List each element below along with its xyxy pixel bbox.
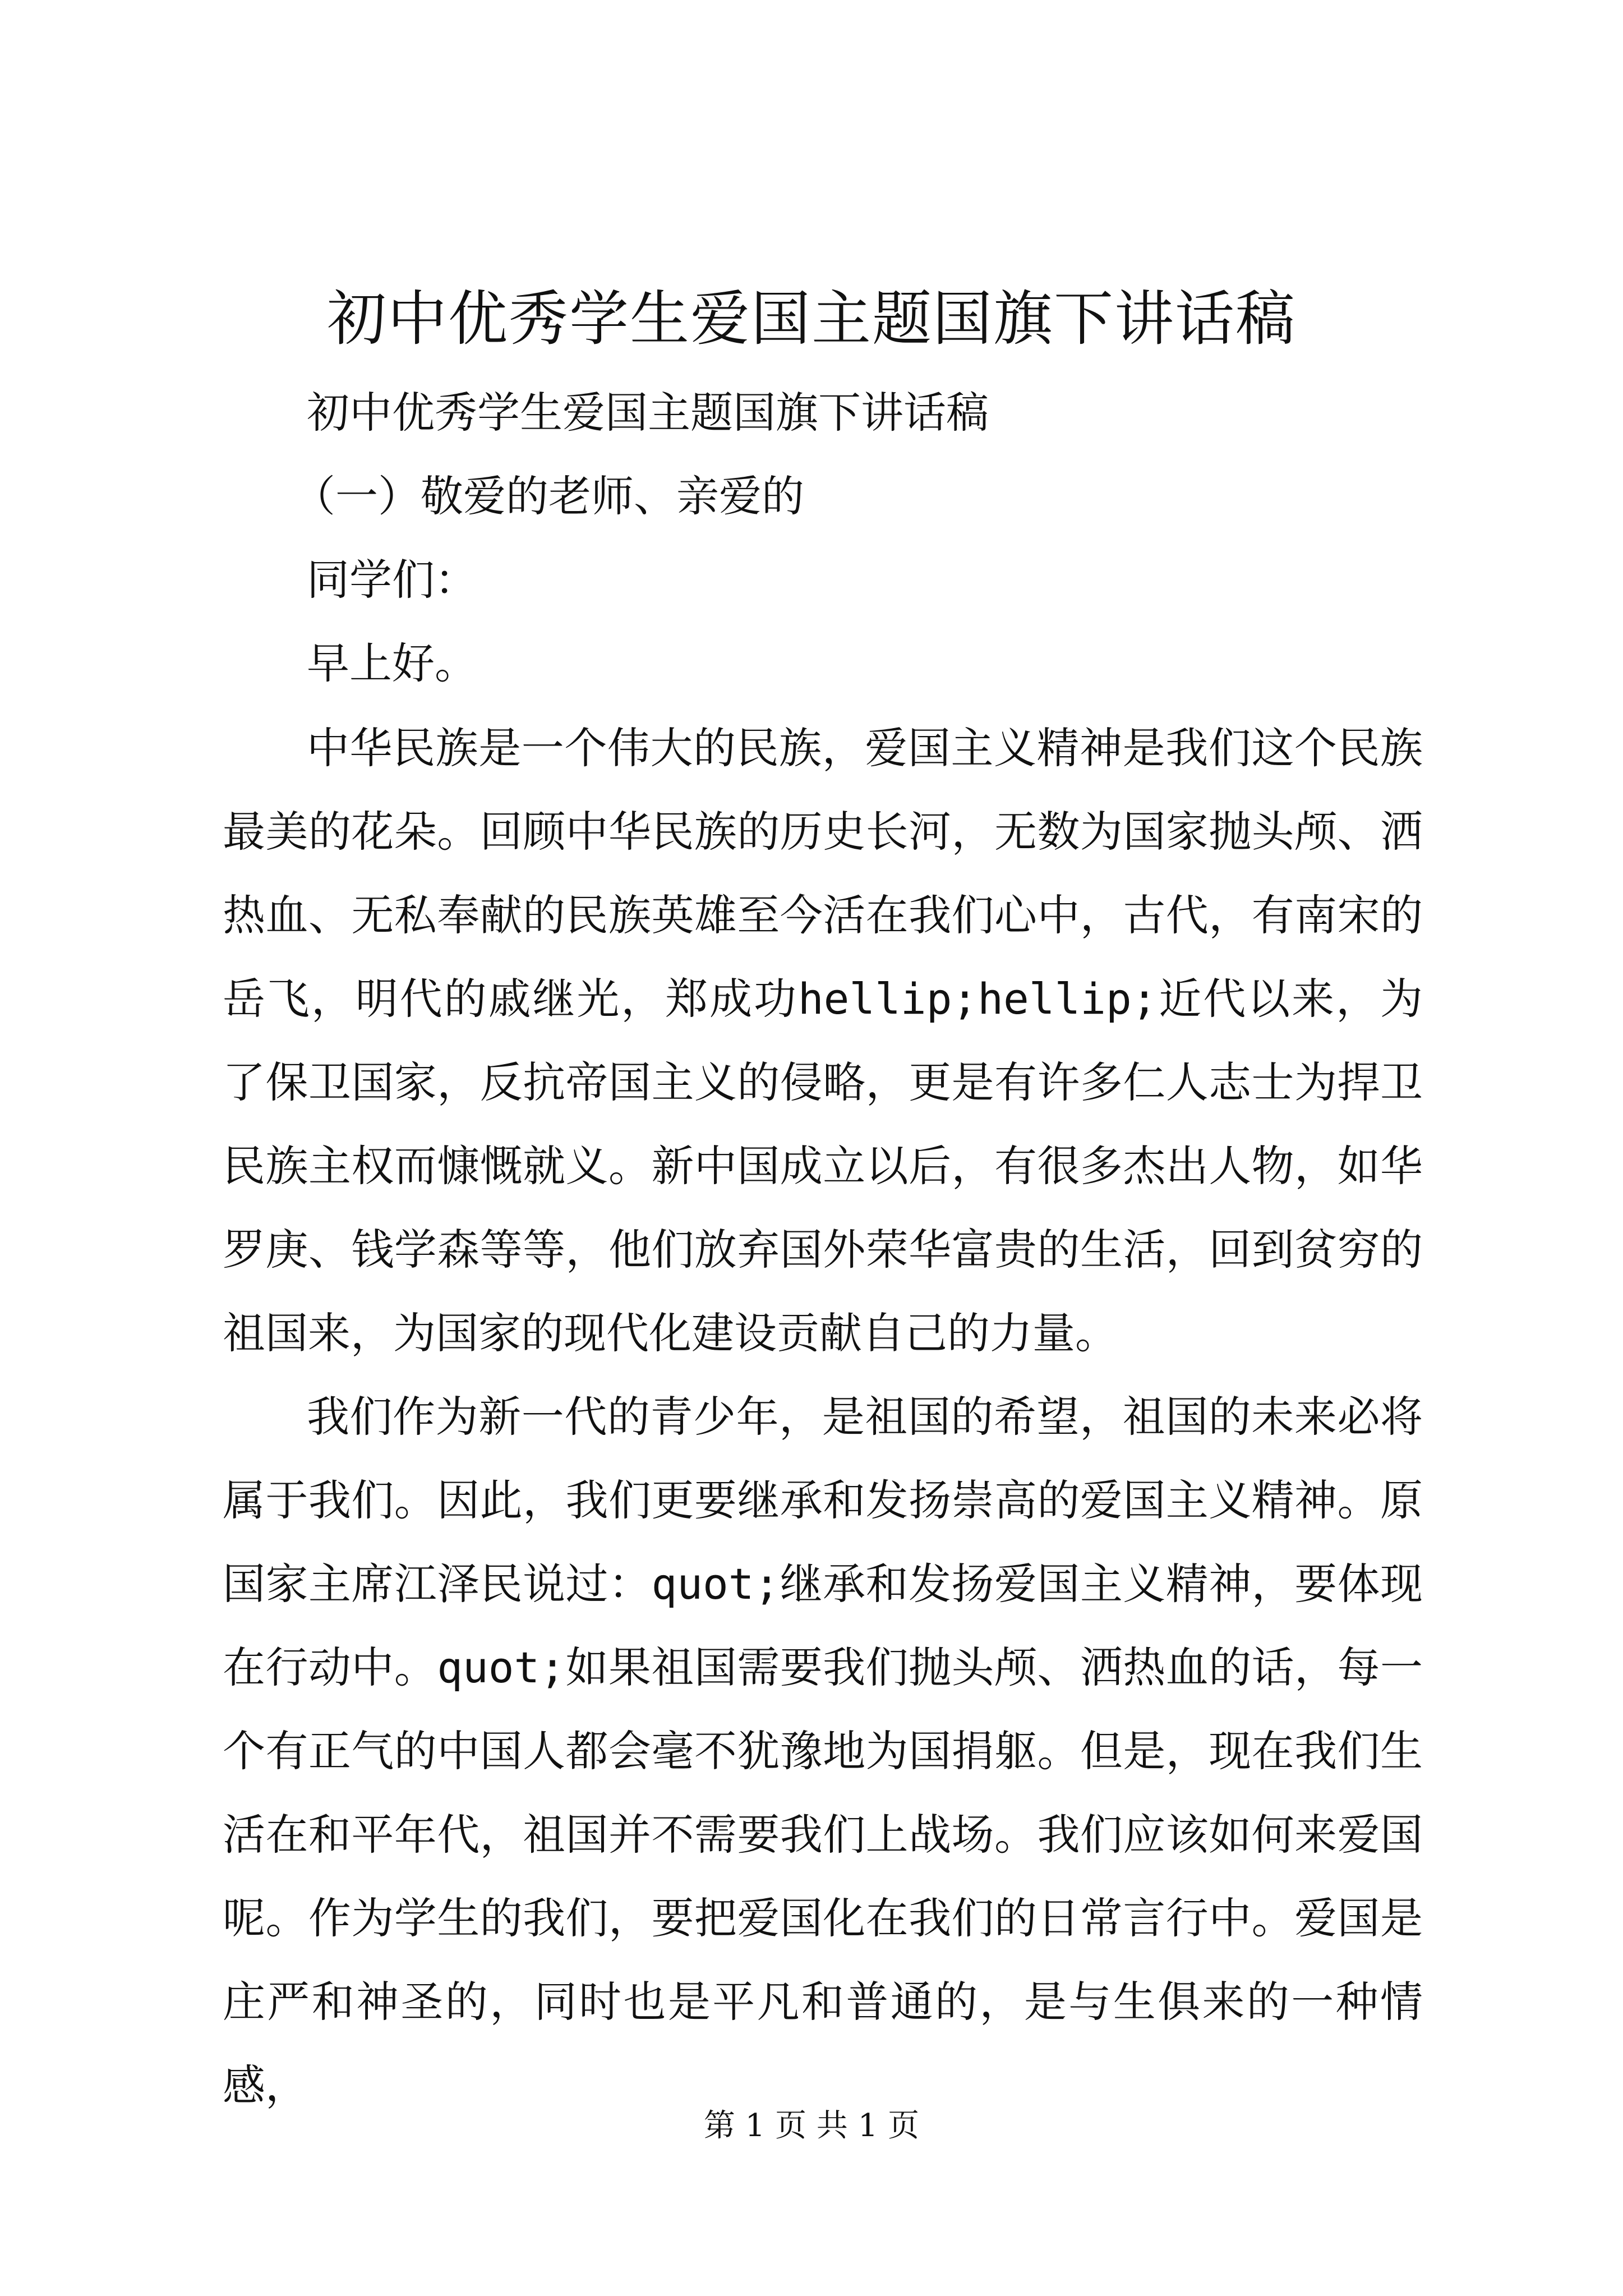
document-subtitle: 初中优秀学生爱国主题国旗下讲话稿	[307, 388, 989, 438]
document-title: 初中优秀学生爱国主题国旗下讲话稿	[327, 284, 1296, 353]
page-footer: 第 1 页 共 1 页	[703, 2108, 920, 2144]
salutation: 同学们：	[307, 555, 477, 605]
section-heading: （一）敬爱的老师、亲爱的	[293, 471, 804, 521]
body-paragraph: 中华民族是一个伟大的民族，爱国主义精神是我们这个民族最美的花朵。回顾中华民族的历史长河，无数为国家抛头颅、洒热血、无私奉献的民族英雄至今活在我们心中，古代，有南宋的岳飞，明代的戚继光，郑成功hellip;hellip;近代以来，为了保卫国家，反抗帝国主义的侵略，更是有许多仁人志士为捍卫民族主权而慷慨就义。新中国成立以后，有很多杰出人物，如华罗庚、钱学森等等，他们放弃国外荣华富贵的生活，回到贫穷的祖国来，为国家的现代化建设贡献自己的力量。	[223, 723, 1423, 1358]
greeting: 早上好。	[307, 638, 477, 688]
body-paragraph: 我们作为新一代的青少年，是祖国的希望，祖国的未来必将属于我们。因此，我们更要继承和发扬崇高的爱国主义精神。原国家主席江泽民说过：quot;继承和发扬爱国主义精神，要体现在行动中。quot;如果祖国需要我们抛头颅、洒热血的话，每一个有正气的中国人都会毫不犹豫地为国捐躯。但是，现在我们生活在和平年代，祖国并不需要我们上战场。我们应该如何来爱国呢。作为学生的我们，要把爱国化在我们的日常言行中。爱国是庄严和神圣的，同时也是平凡和普通的，是与生俱来的一种情感，	[223, 1392, 1423, 2110]
